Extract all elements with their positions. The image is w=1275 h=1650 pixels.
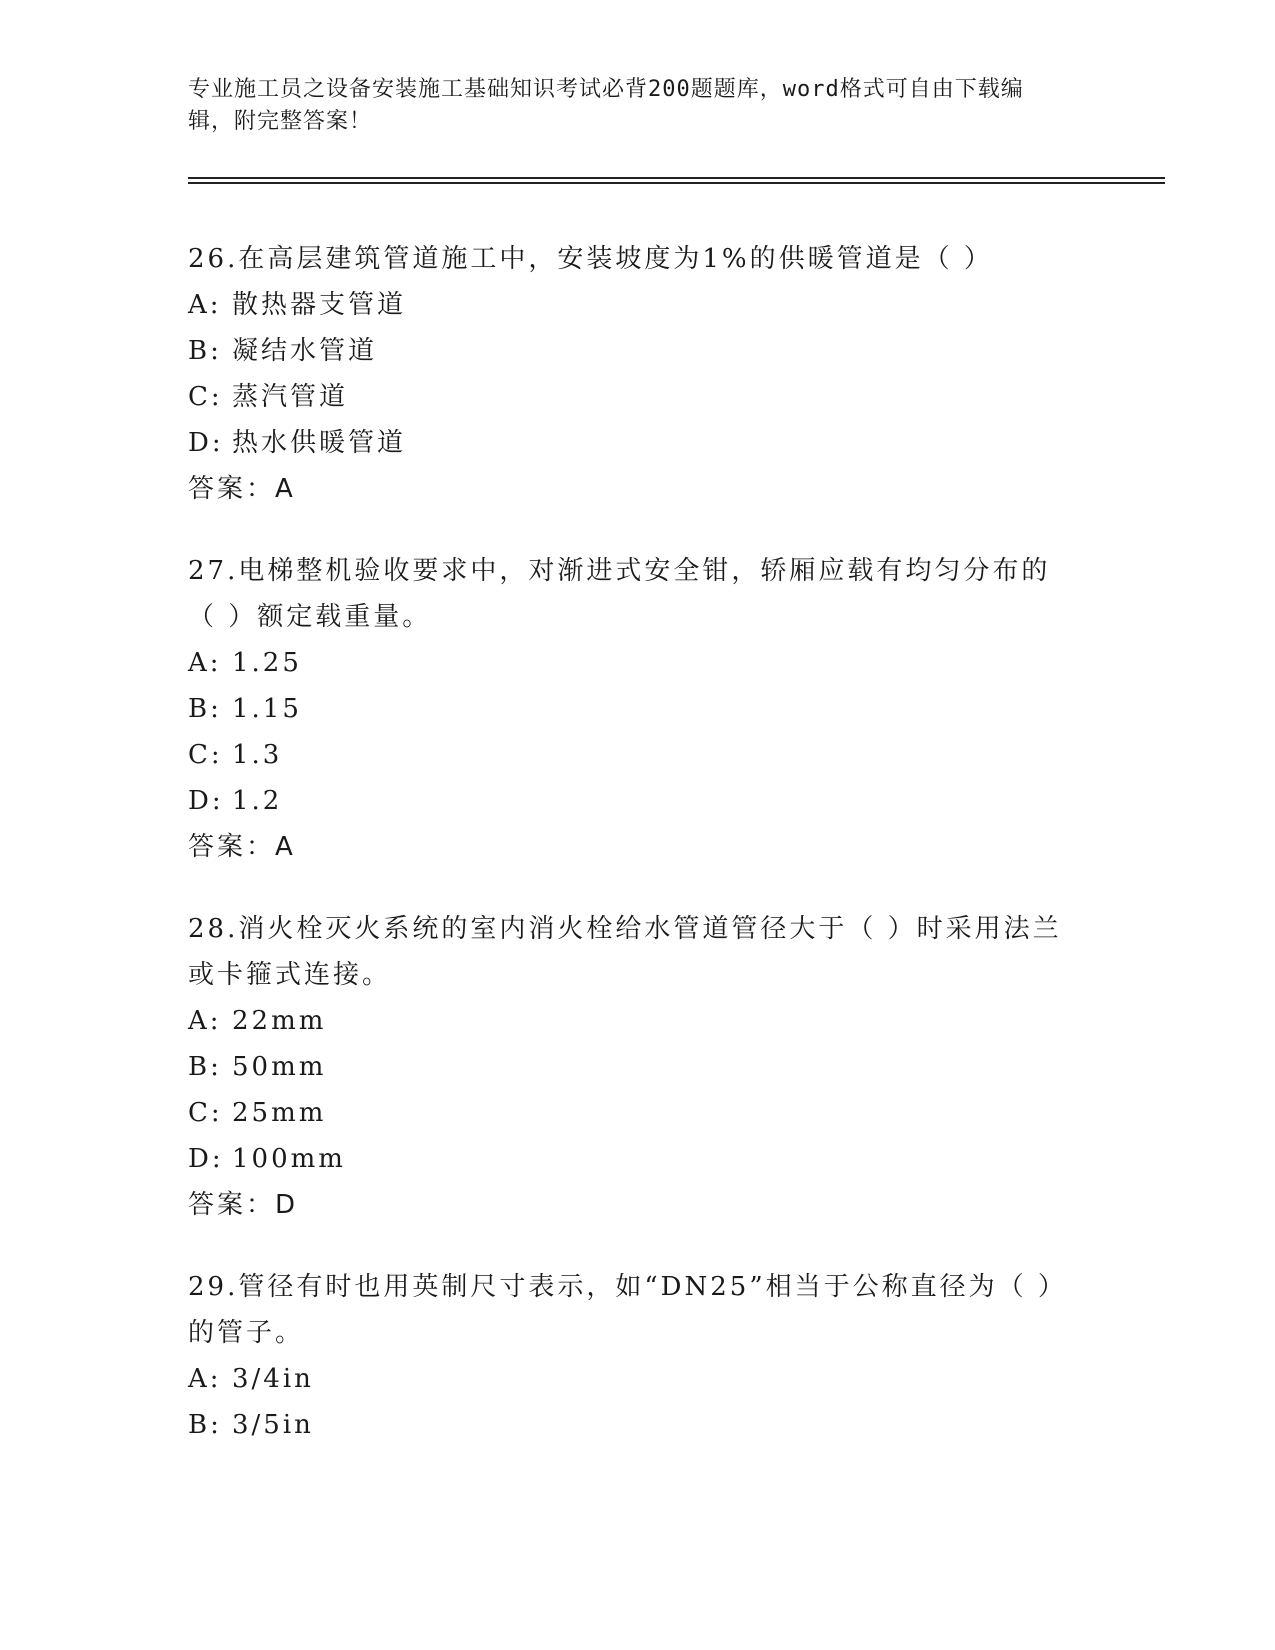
option-letter: A: [188, 1364, 222, 1394]
option-letter: C: [188, 740, 223, 770]
option-item [188, 640, 1068, 686]
option-item [188, 374, 1068, 420]
option-item [188, 686, 1068, 732]
option-letter: B: [188, 1410, 222, 1440]
option-text: 1.25 [232, 648, 302, 678]
option-item [188, 328, 1068, 374]
option-letter: C: [188, 1098, 223, 1128]
option-letter: B: [188, 1052, 222, 1082]
header-divider [188, 177, 1165, 179]
option-item [188, 998, 1068, 1044]
option-text: 50mm [232, 1052, 327, 1082]
option-item [188, 1402, 1068, 1448]
question-text: 26.在高层建筑管道施工中，安装坡度为1%的供暖管道是（ ） [188, 244, 993, 274]
option-text: 25mm [232, 1098, 327, 1128]
option-letter: B: [188, 694, 222, 724]
option-item [188, 1136, 1068, 1182]
option-letter: A: [188, 290, 222, 320]
option-letter: C: [188, 382, 223, 412]
option-letter: A: [188, 648, 222, 678]
option-letter: D: [188, 1144, 224, 1174]
option-text: 3/5in [232, 1410, 314, 1440]
question-item [188, 236, 1068, 512]
question-item [188, 548, 1068, 870]
option-text: 1.2 [232, 786, 283, 816]
option-letter: D: [188, 428, 224, 458]
answer-line: 答案：D [188, 1190, 299, 1220]
question-text: 28.消火栓灭火系统的室内消火栓给水管道管径大于（ ）时采用法兰或卡箍式连接。 [188, 914, 1062, 990]
header-divider [188, 182, 1165, 184]
option-item [188, 420, 1068, 466]
option-text: 3/4in [232, 1364, 314, 1394]
question-list [188, 236, 1068, 1484]
option-letter: B: [188, 336, 222, 366]
option-item [188, 1044, 1068, 1090]
option-text: 凝结水管道 [232, 336, 378, 366]
option-text: 1.15 [232, 694, 302, 724]
option-item [188, 778, 1068, 824]
answer-line: 答案：A [188, 832, 296, 862]
option-letter: D: [188, 786, 224, 816]
option-item [188, 732, 1068, 778]
question-text: 27.电梯整机验收要求中，对渐进式安全钳，轿厢应载有均匀分布的（ ）额定载重量。 [188, 556, 1051, 632]
question-item [188, 1264, 1068, 1448]
question-item [188, 906, 1068, 1228]
option-text: 22mm [232, 1006, 327, 1036]
option-item [188, 1356, 1068, 1402]
document-header: 专业施工员之设备安装施工基础知识考试必背200题题库，word格式可自由下载编辑，附完整答案！ [188, 77, 1024, 134]
question-text: 29.管径有时也用英制尺寸表示，如“DN25”相当于公称直径为（ ）的管子。 [188, 1272, 1067, 1348]
option-text: 散热器支管道 [232, 290, 407, 320]
option-letter: A: [188, 1006, 222, 1036]
option-text: 100mm [232, 1144, 346, 1174]
option-text: 热水供暖管道 [232, 428, 407, 458]
option-text: 1.3 [232, 740, 283, 770]
answer-line: 答案：A [188, 474, 296, 504]
option-item [188, 1090, 1068, 1136]
option-text: 蒸汽管道 [232, 382, 349, 412]
option-item [188, 282, 1068, 328]
